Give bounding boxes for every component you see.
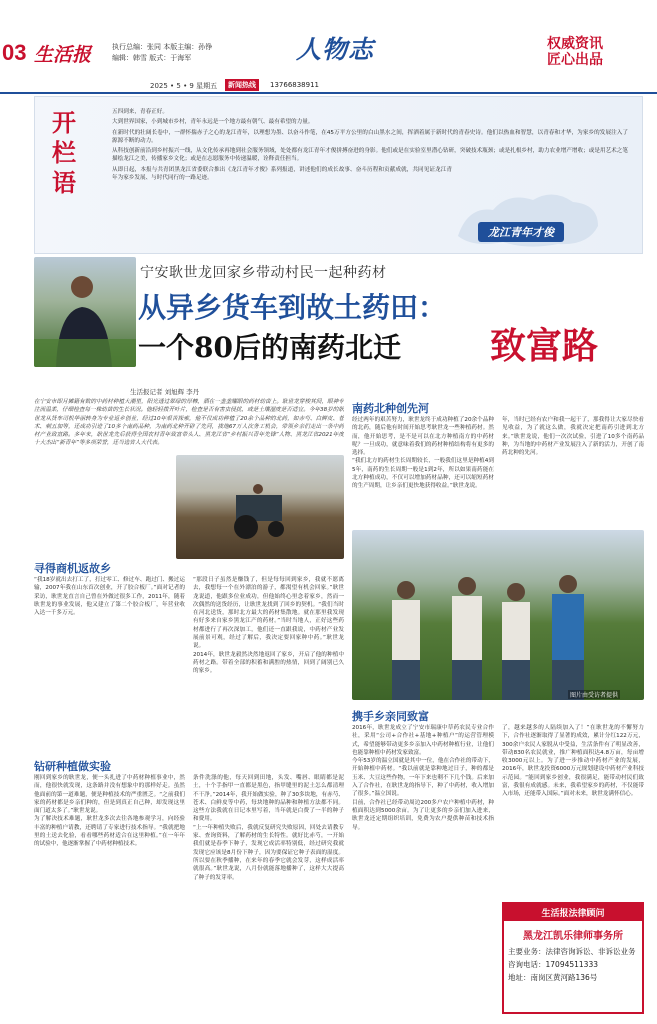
portrait-photo — [34, 257, 136, 367]
intro-title: 开栏语 — [52, 108, 76, 197]
lead-paragraph: 在宁安市即月摊籍有数的中药材种植大潮里，阳光透过翠绿的厚棘，洒在一垄垄耀眼的药材幼苗上。耿世龙穿梭其间，眼神专注而温柔，仔细检查每一株幼苗的生长状况。他轻轻拨开叶片，检查是否有害虫侵扰，或是土壤湿度是否适宜。今年38岁的耿世龙从货车司机华丽转身为专业返乡创业，经过10年艰苦探索，他不仅成功种植了20余个品种的北药，如赤芍、白鲜皮、苍术、刺五加等，还成功引进了10多个南药品种，为南药北种开辟了先河，拔地67万人次务工机会，带领乡亲们走出一条中药材产业致富路。多年来，耿世龙先后获得全国农村青年致富带头人、黑龙江省“乡村振兴青年先锋”人物、黑龙江省2021年度十大杰出“新青年”等多项荣誉，还当选省人大代表。 — [34, 399, 344, 447]
paragraph: 目前，合作社已经带动周边200多户农户种植中药材，种植面积达到5000余亩。为了让更多的乡亲们加入进来，耿世龙还定期组织培训，免费为农户提供种苗和技术指导。 — [352, 799, 494, 831]
slogan-box — [547, 36, 651, 68]
section-2-body — [34, 774, 344, 1006]
section-heading: 钻研种植做实验 — [34, 760, 111, 773]
section-heading: 寻得商机返故乡 — [34, 562, 111, 575]
intro-paragraph: 从即日起，本报与共青团黑龙江省委联合推出《龙江青年才俊》系列报道，讲述他们的成长故事、奋斗历程和贡献成就，共同见证龙江青年为家乡发展、与时代同行的一路足迹。 — [112, 166, 452, 182]
section-4-col-2: 了，越来越多的人陆续加入了！”在耿世龙的不懈努力下，合作社逐渐取得了显著的成效，累计分红122万元，300余户农民人家脱从中受益，生活条件有了明显改善，带动830名农民就业，推广种植面积达4.8万亩，每亩增收3000元以上。为了进一步推动中药材产业的发展，2016年，耿世龙投资6000万元规划建设中药材产业科技示范园。“能回到家乡创业，我很满足，能带动村民们致富，我很有成就感。未来，我希望家乡的药材，不仅能带入市场，还能带入国际。”面对未来，耿世龙满怀信心。 — [502, 725, 644, 798]
ad-line-2: 黑龙江凯乐律师事务所 — [523, 931, 623, 942]
paper-name: 生活报 — [34, 44, 92, 66]
paragraph: “我们北方的药材生长周期较长，一般我们这里是种植4到5年，南药的生长周期一般是1到2年，所以如果南药能在北方种植成功，不仅可以增加药材品种，还可以缩短药材的生产周期，让乡亲们更快地获得收益。”耿世龙说。 — [352, 458, 494, 490]
heilongjiang-map-graphic — [448, 186, 608, 252]
field-group-photo — [352, 530, 644, 700]
law-firm-ad — [502, 902, 644, 1014]
photo-caption: 图片由受访者提供 — [570, 692, 619, 699]
headline-big: 致富路 — [490, 325, 599, 367]
paragraph: 今年53岁的温立国就是其中一位，他在合作社的带动下，开始种植中药材。“我以前就是靠种地过日子，种的都是玉米、大豆这些作物，一年下来也剩不下几个钱。后来加入了合作社，在耿世龙的指导下，种了中药材，收入增加了很多。”温立国说。 — [352, 758, 494, 798]
masthead — [0, 0, 657, 95]
intro-paragraph: 大到世界国家，小到城市乡村，青年永远是一个地方最有朝气、最有希望的力量。 — [112, 119, 314, 126]
paragraph: 条件洗涤的他，每天回到田地，头发、嘴唇、眼睛都是泥土，十个手指甲一直都是黑色，指甲缝里的泥土怎么都清理不干净。”2014年，我开始做实验，种了30多块地，有赤芍、苍术、白鲜皮等中药，每块地种的品种和种植方法都不同。这些方法我就在日记本里写着，当年就是白费了一半的种子和费用。 — [193, 775, 344, 823]
ad-line-1: 生活报法律顾问 — [504, 904, 642, 921]
byline: 生活报记者 刘旭辉 李丹 — [130, 388, 200, 396]
paragraph: 刚回到家乡的耿世龙，便一头扎进了中药材种植事业中，然而，他很快就发现，这条路并没有想象中的那样好走。虽然他面前的第一道难题，便是种植技术的严重匮乏。“之前我们家的药材都是乡亲们种的，但是到真正自己种，却发现这里面门道太多了。”耿世龙说。 — [34, 775, 185, 815]
paragraph: “上一年种植失败后，我就反复研究失败原因，回处去请教专家、查询资料，了解药材的生长特性。就好比赤芍，一开始我们就是春季下种子，发现它成活率特别低，经过研究我就发现它应该是8月份下种子，因为要保证它种子表面的湿度。所以要在秋季播种，在来年的春季它就会发芽，这样成活率就很高。”耿世龙说，八月份就能落地播种了，这样大大提高了种子的发芽率。 — [193, 824, 344, 881]
intro-paragraph: 从科技创新前沿到乡村振兴一线，从文化传承再地到社会服务领域，处处都有龙江青年才俊拼搏奋进的身影。他们或是在实验室里潜心钻研，突破技术瓶颈；或是扎根乡村，助力农业增产增收；或是用艺术之笔描绘龙江之美，传播家乡文化；或是在志愿服务中传递温暖，诠释责任担当。 — [112, 148, 628, 163]
section-1-body — [34, 576, 344, 754]
paragraph: 为了解决技术难题，耿世龙多次去往各地参观学习，向经验丰富的种植户请教，还聘请了专家进行技术指导。“我就把地里的土送去化验，看看哪些药材适合在这里种植。”在一年年的试验中，他逐渐掌握了中药材种植技术。 — [34, 816, 185, 848]
page-number: 03 — [2, 40, 27, 65]
paragraph: “那段日子虽然是赚钱了，但是每每回到家乡，我就不愿离去，我想每一个在外漂泊的游子，都渴望有机会回家。”耿世龙说道，他跟多位业成功，但他始终心里念着家乡，然而一次偶然的送货经历，让耿世龙找到了回乡的契机。“我们当时在河北送货，那时北方最大的药材集散地。就在那里我发现有好多来自家乡黑龙江产的药材。”当时当地人，正好这些药材都进行了再次深加工，他们还一直跟我说，中药材产业发展前景可观，经过了解后，我决定要回家种中药。”耿世龙说。 — [193, 577, 344, 650]
slogan-line-1: 权威资讯 — [547, 36, 603, 52]
ad-line-3: 主要业务：法律咨询诉讼、非诉讼业务 — [508, 947, 636, 956]
issue-date: 2025 • 5 • 9 星期五 — [150, 82, 218, 90]
credits — [112, 42, 212, 64]
people-figures-icon — [352, 530, 644, 700]
tractor-icon — [176, 455, 344, 559]
headline-kicker: 宁安耿世龙回家乡带动村民一起种药材 — [140, 265, 387, 281]
masthead-rule — [0, 92, 657, 94]
section-heading: 携手乡亲同致富 — [352, 710, 429, 723]
tractor-photo — [176, 455, 344, 559]
credit-line-2: 编辑：韩雪 版式：于海军 — [112, 54, 192, 62]
headline-main-2: 一个80后的南药北迁 — [138, 331, 401, 364]
intro-paragraph: 在新时代的壮阔长卷中，一群怀揣赤子之心的龙江青年，以理想为墨、以奋斗作笔，在45万平方公里的白山黑水之间，挥洒着属于新时代的青春史诗。他们以热血和智慧，以青春和才华，为家乡的发展注入了源源不断的动力。 — [112, 129, 628, 144]
credit-line-1: 执行总编：张同 本版主编：孙铮 — [112, 43, 213, 51]
section-heading: 南药北种创先河 — [352, 402, 429, 415]
ad-line-4: 咨询电话：17094511333 — [508, 960, 598, 969]
paragraph: 年，当时已经有农户和我一起干了，那我得让大家尽快看见收益，为了就这么做，我就决定把南药引进到北方来。”耿世龙说，他们一次次试验，引进了10多个南药品种，为当地的中药材产业发展注入了新的活力，开创了南药北种的先河。 — [502, 417, 644, 457]
column-badge: 龙江青年才俊 — [478, 222, 564, 242]
paragraph: 经过两年的艰苦努力，耿世龙终于成功种植了20余个品种的北药，随后他有时间开始思考耿世龙一些种植药材。然而，他开始思考，是不是可以在北方种植南方的中药材呢？一旦成功，就意味着我们的药材种植结构将有更多的选择。 — [352, 417, 494, 457]
intro-body — [112, 108, 628, 182]
intro-paragraph: 五四到来，青春正好。 — [112, 109, 168, 115]
section-title: 人物志 — [296, 35, 375, 64]
section-4-col-1 — [352, 724, 494, 1010]
hotline-number: 13766838911 — [270, 81, 319, 89]
headline-main-1: 从异乡货车到故土药田： — [138, 291, 447, 324]
paragraph: “我18岁就出去打工了，打过零工、修过车、跑过门、搬过运输，2007年我在山东首次创业，开了胶合板厂。”面对记者的采访，耿世龙直言自己曾在外做过很多工作，2011年，随着耿世龙的事业发展，他又建立了第二个胶合板厂，年营业收入达一千多万元。 — [34, 577, 185, 617]
slogan-line-2: 匠心出品 — [547, 52, 603, 68]
section-3-body — [352, 416, 644, 528]
portrait-figure-icon — [34, 257, 136, 367]
paragraph: 2016年，耿世龙成立了宁安市瑞康中草药农民专业合作社，采用“公司+合作社+基地+种植户”的运营管理模式，希望能够带动更多乡亲加入中药材种植行业，让他们也能靠种植中药材发家致富。 — [352, 725, 494, 756]
paragraph: 2014年，耿世龙毅然决然地返回了家乡，开启了他的种植中药材之路。带着全部的积蓄和满腔的热情，回到了阔别已久的家乡。 — [193, 651, 344, 675]
hotline-label: 新闻热线 — [225, 79, 259, 91]
ad-line-5: 地址：南岗区黄河路136号 — [508, 973, 598, 982]
